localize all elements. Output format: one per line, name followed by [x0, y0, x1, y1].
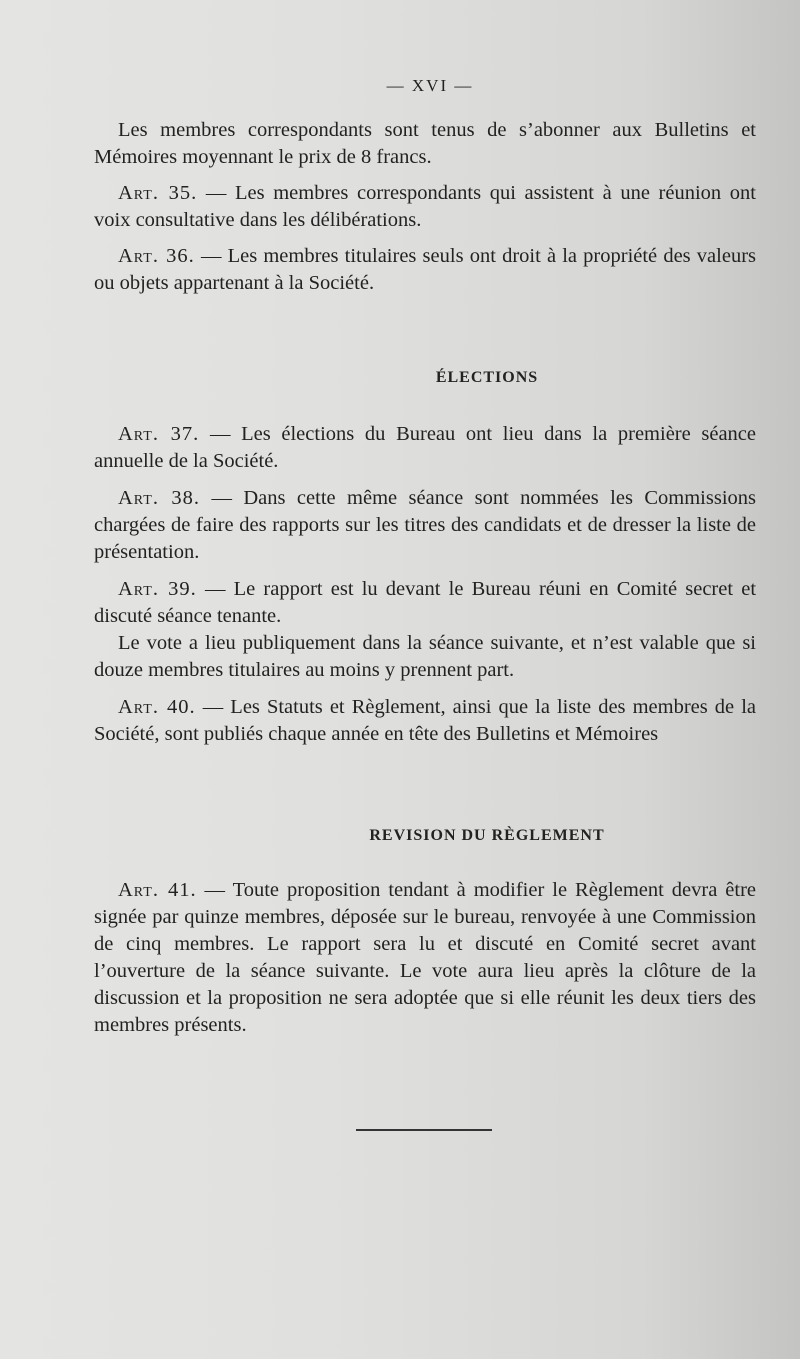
article-text: — Le rapport est lu devant le Bureau réuni en Comité secret et discuté séance tenante.: [94, 578, 757, 627]
paragraph-correspondants-abonnement: Les membres correspondants sont tenus de s’abonner aux Bulletins et Mémoires moyennant le prix de 8 francs.: [94, 119, 756, 168]
closing-rule: [356, 1129, 492, 1131]
article-text: — Dans cette même séance sont nommées les Commissions chargées de faire des rapports sur les titres des candidats et de dresser la liste de présentation.: [94, 487, 756, 563]
article-label: Art. 39.: [118, 578, 197, 600]
article-text: — Les membres titulaires seuls ont droit à la propriété des valeurs ou objets appartenant à la Société.: [94, 245, 757, 294]
article-35: [94, 180, 756, 234]
article-39-paragraph-2: Le vote a lieu publiquement dans la séance suivante, et n’est valable que si douze membres titulaires au moins y prennent part.: [94, 632, 756, 681]
article-label: Art. 36.: [118, 245, 195, 267]
text-block-elections: [94, 421, 756, 748]
page-number: — XVI —: [386, 76, 474, 95]
article-label: Art. 41.: [118, 879, 197, 901]
article-text: — Toute proposition tendant à modifier le Règlement devra être signée par quinze membres, déposée sur le bureau, renvoyée à une Commission de cinq membres. Le rapport sera lu et discuté en Comité secret avant l’ouverture de la séance suivante. Le vote aura lieu après la clôture de la discussion et la proposition ne sera adoptée que si elle réunit les deux tiers des membres présents.: [94, 879, 757, 1036]
article-text: — Les membres correspondants qui assistent à une réunion ont voix consultative dans les délibérations.: [94, 182, 756, 231]
article-text: — Les élections du Bureau ont lieu dans la première séance annuelle de la Société.: [94, 423, 757, 472]
article-label: Art. 35.: [118, 182, 198, 204]
article-36: [94, 243, 756, 297]
article-37: [94, 421, 756, 475]
section-heading-elections: ÉLECTIONS: [435, 369, 539, 386]
article-41: [94, 877, 756, 1039]
article-40: [94, 694, 756, 748]
section-heading-revision: REVISION DU RÈGLEMENT: [369, 827, 605, 844]
article-label: Art. 38.: [118, 487, 201, 509]
article-39: [94, 576, 756, 630]
article-label: Art. 40.: [118, 696, 196, 718]
text-block-revision: [94, 877, 756, 1039]
article-text: — Les Statuts et Règlement, ainsi que la liste des membres de la Société, sont publiés chaque année en tête des Bulletins et Mémoires: [94, 696, 756, 745]
article-38: [94, 485, 756, 566]
article-label: Art. 37.: [118, 423, 200, 445]
text-block-membres: [94, 117, 756, 297]
